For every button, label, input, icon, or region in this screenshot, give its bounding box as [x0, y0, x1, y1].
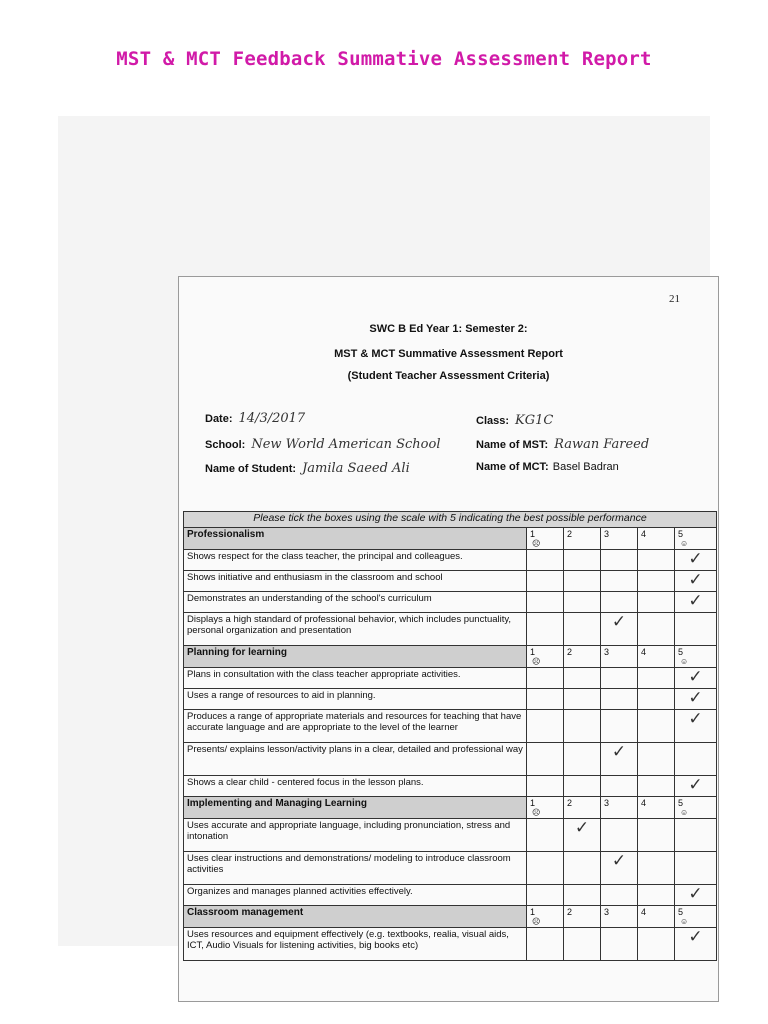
score-cell-4[interactable]	[638, 550, 675, 571]
scale-number: 4	[641, 907, 647, 917]
score-cell-4[interactable]	[638, 689, 675, 710]
scale-header-1	[527, 528, 564, 550]
score-cell-4[interactable]	[638, 776, 675, 797]
score-cell-5[interactable]	[675, 613, 717, 646]
criterion-text: Presents/ explains lesson/activity plans in a clear, detailed and professional way	[184, 743, 527, 776]
criterion-text: Organizes and manages planned activities effectively.	[184, 885, 527, 906]
instruction-text: Please tick the boxes using the scale with 5 indicating the best possible performance	[184, 512, 717, 528]
instruction-row	[184, 512, 717, 528]
checkmark-icon: ✓	[611, 851, 627, 871]
criterion-text: Shows initiative and enthusiasm in the classroom and school	[184, 571, 527, 592]
score-cell-3[interactable]	[601, 776, 638, 797]
score-cell-5[interactable]	[675, 550, 717, 571]
checkmark-icon: ✓	[688, 927, 703, 947]
mct-label: Name of MCT:	[476, 461, 549, 473]
school-label: School:	[205, 439, 246, 451]
score-cell-1[interactable]	[527, 571, 564, 592]
criterion-text: Shows respect for the class teacher, the principal and colleagues.	[184, 550, 527, 571]
date-value: 14/3/2017	[238, 411, 306, 426]
section-name: Planning for learning	[184, 646, 527, 668]
score-cell-1[interactable]	[527, 668, 564, 689]
scale-number: 3	[604, 647, 610, 657]
score-cell-5[interactable]	[675, 592, 717, 613]
scale-number: 4	[641, 647, 647, 657]
score-cell-3[interactable]	[601, 743, 638, 776]
scale-header-4	[638, 646, 675, 668]
smiley-face-icon: ☺	[680, 539, 689, 548]
sad-face-icon: ☹	[532, 539, 541, 548]
score-cell-4[interactable]	[638, 710, 675, 743]
section-name: Classroom management	[184, 906, 527, 928]
score-cell-4[interactable]	[638, 928, 675, 961]
criterion-text: Produces a range of appropriate materials and resources for teaching that have accurate language and are appropriate to the level of the learner	[184, 710, 527, 743]
scale-header-5	[675, 646, 717, 668]
score-cell-3[interactable]	[601, 571, 638, 592]
score-cell-2[interactable]	[564, 743, 601, 776]
score-cell-3[interactable]	[601, 852, 638, 885]
score-cell-1[interactable]	[527, 885, 564, 906]
score-cell-1[interactable]	[527, 852, 564, 885]
criterion-text: Uses a range of resources to aid in planning.	[184, 689, 527, 710]
scale-header-5	[675, 797, 717, 819]
criterion-row	[184, 819, 717, 852]
sad-face-icon: ☹	[532, 917, 541, 926]
score-cell-5[interactable]	[675, 819, 717, 852]
score-cell-5[interactable]	[675, 928, 717, 961]
score-cell-4[interactable]	[638, 571, 675, 592]
score-cell-5[interactable]	[675, 689, 717, 710]
checkmark-icon: ✓	[688, 591, 703, 611]
score-cell-5[interactable]	[675, 710, 717, 743]
assessment-table	[183, 511, 717, 961]
scale-number: 4	[641, 529, 647, 539]
score-cell-3[interactable]	[601, 592, 638, 613]
score-cell-2[interactable]	[564, 613, 601, 646]
score-cell-5[interactable]	[675, 852, 717, 885]
criterion-text: Plans in consultation with the class teacher appropriate activities.	[184, 668, 527, 689]
score-cell-1[interactable]	[527, 613, 564, 646]
criterion-row	[184, 852, 717, 885]
criterion-text: Demonstrates an understanding of the school's curriculum	[184, 592, 527, 613]
scale-number: 1	[530, 647, 536, 657]
score-cell-5[interactable]	[675, 668, 717, 689]
criterion-text: Displays a high standard of professional behavior, which includes punctuality, personal organization and presentation	[184, 613, 527, 646]
checkmark-icon: ✓	[611, 612, 627, 632]
score-cell-3[interactable]	[601, 928, 638, 961]
scale-number: 3	[604, 529, 610, 539]
criterion-text: Uses resources and equipment effectively (e.g. textbooks, realia, visual aids, ICT, Audio Visuals for listening activities, big books etc)	[184, 928, 527, 961]
score-cell-3[interactable]	[601, 689, 638, 710]
page-number: 21	[669, 293, 680, 305]
score-cell-5[interactable]	[675, 885, 717, 906]
score-cell-2[interactable]	[564, 819, 601, 852]
section-header-row	[184, 906, 717, 928]
score-cell-4[interactable]	[638, 592, 675, 613]
form-heading-criteria: (Student Teacher Assessment Criteria)	[347, 370, 550, 382]
section-name: Professionalism	[184, 528, 527, 550]
scale-header-3	[601, 797, 638, 819]
scanned-page	[58, 116, 710, 951]
scale-header-2	[564, 646, 601, 668]
criterion-row	[184, 885, 717, 906]
mst-value: Rawan Fareed	[554, 437, 650, 452]
criterion-row	[184, 571, 717, 592]
date-label: Date:	[205, 413, 233, 425]
score-cell-2[interactable]	[564, 550, 601, 571]
criterion-row	[184, 928, 717, 961]
score-cell-2[interactable]	[564, 928, 601, 961]
score-cell-4[interactable]	[638, 743, 675, 776]
scale-header-2	[564, 906, 601, 928]
score-cell-3[interactable]	[601, 819, 638, 852]
scale-number: 2	[567, 647, 573, 657]
scale-header-4	[638, 528, 675, 550]
score-cell-2[interactable]	[564, 592, 601, 613]
checkmark-icon: ✓	[688, 884, 703, 904]
score-cell-4[interactable]	[638, 819, 675, 852]
mst-field	[476, 437, 649, 452]
score-cell-3[interactable]	[601, 668, 638, 689]
score-cell-2[interactable]	[564, 710, 601, 743]
school-value: New World American School	[251, 437, 441, 452]
score-cell-3[interactable]	[601, 613, 638, 646]
scale-number: 5	[678, 907, 684, 917]
score-cell-4[interactable]	[638, 885, 675, 906]
scale-number: 2	[567, 529, 573, 539]
section-header-row	[184, 646, 717, 668]
score-cell-1[interactable]	[527, 776, 564, 797]
class-field	[476, 413, 553, 428]
criterion-row	[184, 592, 717, 613]
score-cell-2[interactable]	[564, 689, 601, 710]
criterion-row	[184, 743, 717, 776]
checkmark-icon: ✓	[688, 688, 703, 708]
scale-header-4	[638, 906, 675, 928]
mct-field	[476, 461, 619, 473]
criterion-row	[184, 550, 717, 571]
score-cell-1[interactable]	[527, 743, 564, 776]
student-label: Name of Student:	[205, 463, 297, 475]
scale-header-2	[564, 797, 601, 819]
checkmark-icon: ✓	[611, 742, 627, 762]
score-cell-4[interactable]	[638, 613, 675, 646]
checkmark-icon: ✓	[688, 775, 703, 795]
criterion-row	[184, 710, 717, 743]
scale-header-1	[527, 646, 564, 668]
checkmark-icon: ✓	[688, 570, 703, 590]
smiley-face-icon: ☺	[680, 657, 689, 666]
score-cell-5[interactable]	[675, 743, 717, 776]
student-field	[205, 461, 410, 476]
checkmark-icon: ✓	[574, 818, 590, 838]
score-cell-2[interactable]	[564, 776, 601, 797]
class-label: Class:	[476, 415, 510, 427]
score-cell-2[interactable]	[564, 668, 601, 689]
scale-number: 3	[604, 798, 610, 808]
score-cell-1[interactable]	[527, 928, 564, 961]
section-header-row	[184, 528, 717, 550]
scale-number: 3	[604, 907, 610, 917]
score-cell-1[interactable]	[527, 819, 564, 852]
score-cell-4[interactable]	[638, 852, 675, 885]
scale-header-1	[527, 906, 564, 928]
scale-number: 2	[567, 798, 573, 808]
score-cell-5[interactable]	[675, 776, 717, 797]
scale-header-4	[638, 797, 675, 819]
criterion-text: Shows a clear child - centered focus in the lesson plans.	[184, 776, 527, 797]
score-cell-1[interactable]	[527, 550, 564, 571]
criterion-text: Uses accurate and appropriate language, including pronunciation, stress and intonation	[184, 819, 527, 852]
checkmark-icon: ✓	[688, 709, 703, 729]
form-heading-report: MST & MCT Summative Assessment Report	[334, 348, 563, 360]
score-cell-2[interactable]	[564, 885, 601, 906]
scale-header-1	[527, 797, 564, 819]
sad-face-icon: ☹	[532, 657, 541, 666]
section-header-row	[184, 797, 717, 819]
mst-label: Name of MST:	[476, 439, 549, 451]
score-cell-4[interactable]	[638, 668, 675, 689]
scale-header-3	[601, 646, 638, 668]
scale-header-3	[601, 528, 638, 550]
scale-header-5	[675, 906, 717, 928]
smiley-face-icon: ☺	[680, 917, 689, 926]
section-name: Implementing and Managing Learning	[184, 797, 527, 819]
scale-number: 5	[678, 798, 684, 808]
criterion-row	[184, 776, 717, 797]
score-cell-3[interactable]	[601, 885, 638, 906]
document-title: MST & MCT Feedback Summative Assessment Report	[116, 48, 652, 70]
scale-number: 5	[678, 529, 684, 539]
student-value: Jamila Saeed Ali	[302, 461, 410, 476]
scale-number: 5	[678, 647, 684, 657]
score-cell-1[interactable]	[527, 689, 564, 710]
score-cell-1[interactable]	[527, 592, 564, 613]
scale-number: 2	[567, 907, 573, 917]
mct-value: Basel Badran	[552, 461, 619, 473]
score-cell-1[interactable]	[527, 710, 564, 743]
criterion-row	[184, 668, 717, 689]
checkmark-icon: ✓	[688, 549, 703, 569]
score-cell-2[interactable]	[564, 571, 601, 592]
scale-header-3	[601, 906, 638, 928]
class-value: KG1C	[515, 413, 554, 428]
checkmark-icon: ✓	[688, 667, 703, 687]
sad-face-icon: ☹	[532, 808, 541, 817]
criterion-text: Uses clear instructions and demonstrations/ modeling to introduce classroom activities	[184, 852, 527, 885]
scale-number: 4	[641, 798, 647, 808]
date-field	[205, 411, 305, 426]
score-cell-5[interactable]	[675, 571, 717, 592]
school-field	[205, 437, 441, 452]
score-cell-3[interactable]	[601, 550, 638, 571]
scale-number: 1	[530, 798, 536, 808]
scale-header-5	[675, 528, 717, 550]
score-cell-2[interactable]	[564, 852, 601, 885]
smiley-face-icon: ☺	[680, 808, 689, 817]
criterion-row	[184, 613, 717, 646]
scale-header-2	[564, 528, 601, 550]
scale-number: 1	[530, 907, 536, 917]
score-cell-3[interactable]	[601, 710, 638, 743]
assessment-form	[178, 276, 719, 1002]
scale-number: 1	[530, 529, 536, 539]
criterion-row	[184, 689, 717, 710]
form-heading-program: SWC B Ed Year 1: Semester 2:	[369, 323, 528, 335]
